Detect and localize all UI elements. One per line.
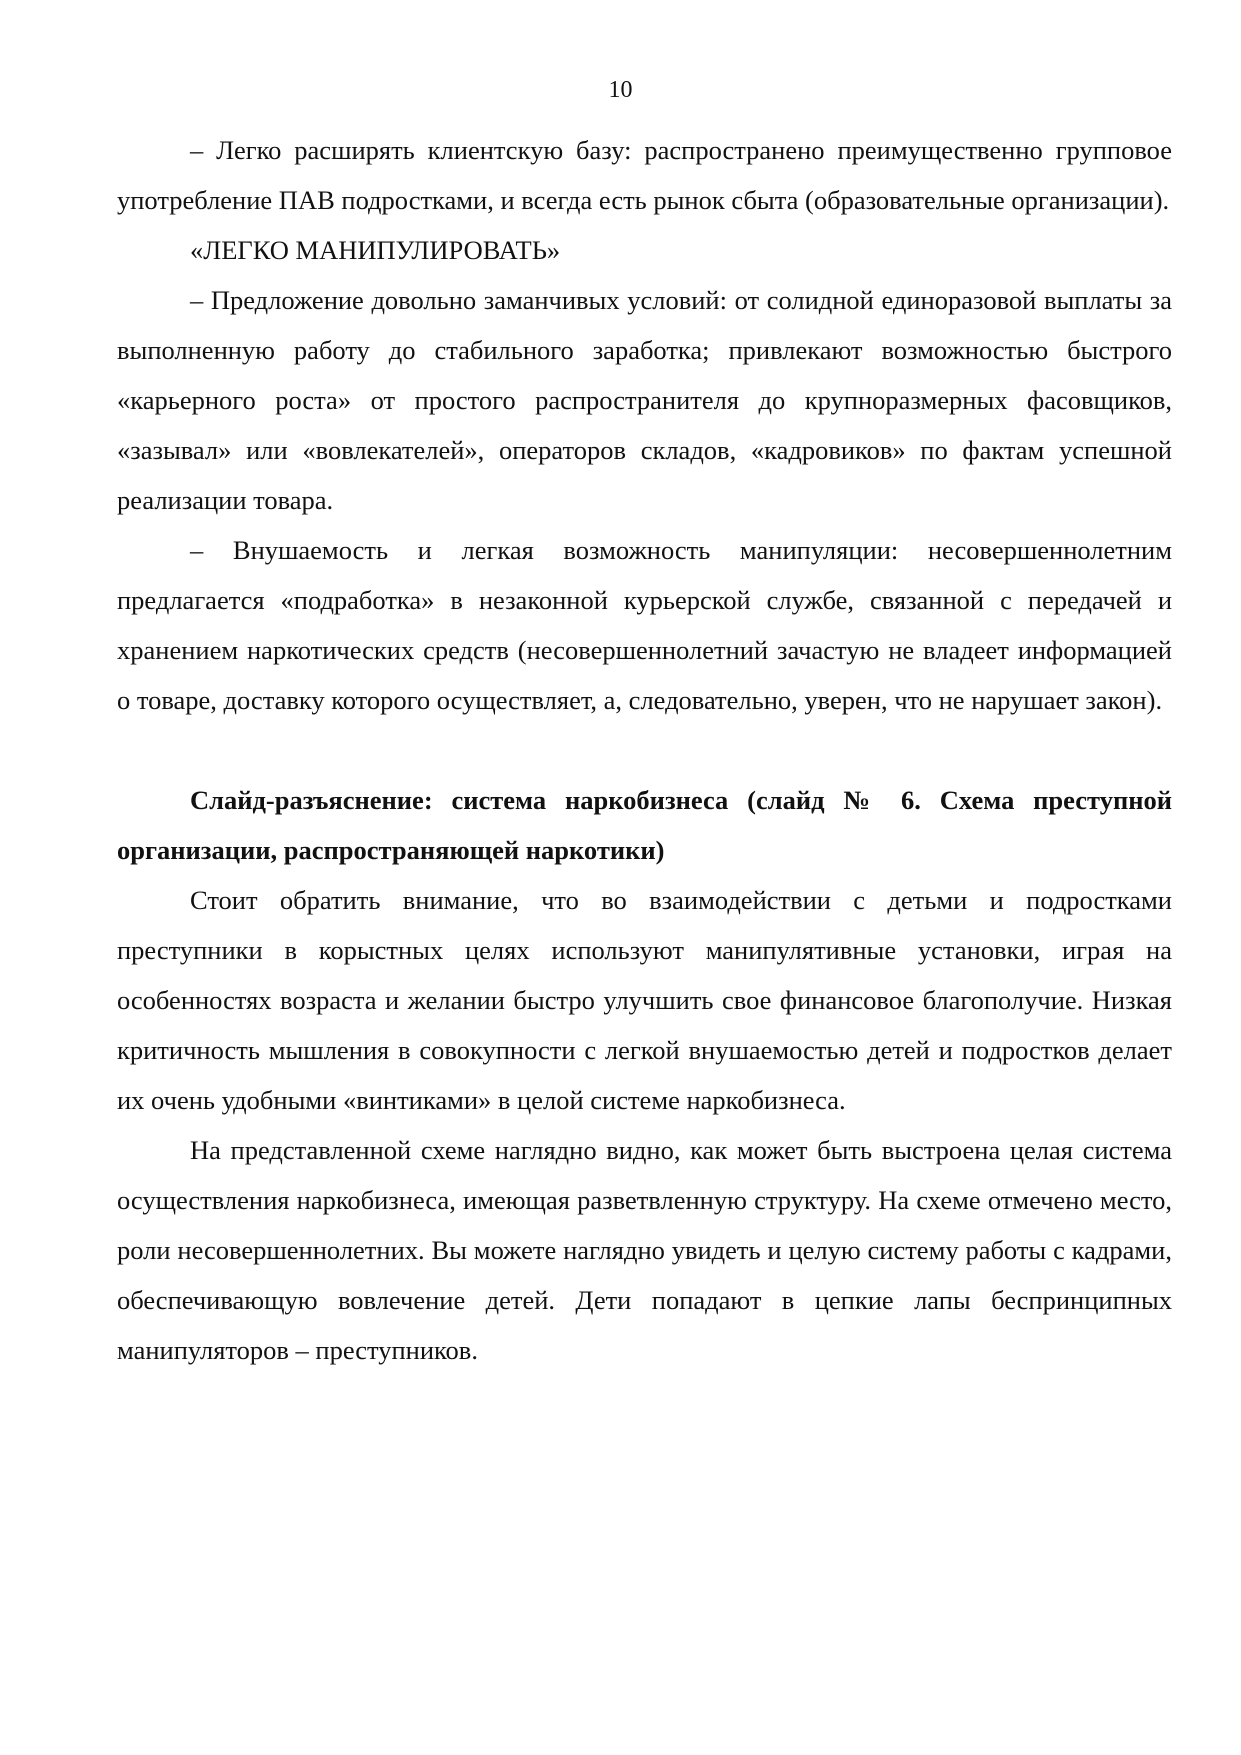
page-number: 10 [608, 77, 633, 103]
paragraph-scheme-description: На представленной схеме наглядно видно, как может быть выстроена целая система осуществления наркобизнеса, имеющая разветвленную структуру. На схеме отмечено место, роли несовершеннолетних. Вы можете наглядно увидеть и целую систему работы с кадрами, обеспечивающую вовлечение детей. Дети попадают в цепкие лапы беспринципных манипуляторов – преступников. [117, 1135, 1172, 1365]
subheading-easy-to-manipulate: «ЛЕГКО МАНИПУЛИРОВАТЬ» [190, 235, 561, 265]
paragraph-suggestibility: – Внушаемость и легкая возможность манипуляции: несовершеннолетним предлагается «подработка» в незаконной курьерской службе, связанной с передачей и хранением наркотических средств (несовершеннолетний зачастую не владеет информацией о товаре, доставку которого осуществляет, а, следовательно, уверен, что не нарушает закон). [117, 535, 1172, 715]
paragraph-manipulative-attitudes: Стоит обратить внимание, что во взаимодействии с детьми и подростками преступники в корыстных целях используют манипулятивные установки, играя на особенностях возраста и желании быстро улучшить свое финансовое благополучие. Низкая критичность мышления в совокупности с легкой внушаемостью детей и подростков делает их очень удобными «винтиками» в целой системе наркобизнеса. [117, 885, 1172, 1115]
paragraph-client-base: – Легко расширять клиентскую базу: распространено преимущественно групповое употребление ПАВ подростками, и всегда есть рынок сбыта (образовательные организации). [117, 135, 1172, 215]
paragraph-attractive-conditions: – Предложение довольно заманчивых условий: от солидной единоразовой выплаты за выполненную работу до стабильного заработка; привлекают возможностью быстрого «карьерного роста» от простого распространителя до крупноразмерных фасовщиков, «зазывал» или «вовлекателей», операторов складов, «кадровиков» по фактам успешной реализации товара. [117, 285, 1172, 515]
section-heading-drug-business-system: Слайд-разъяснение: система наркобизнеса (слайд № 6. Схема преступной организации, распространяющей наркотики) [117, 785, 1172, 865]
page-body [117, 125, 1172, 1375]
